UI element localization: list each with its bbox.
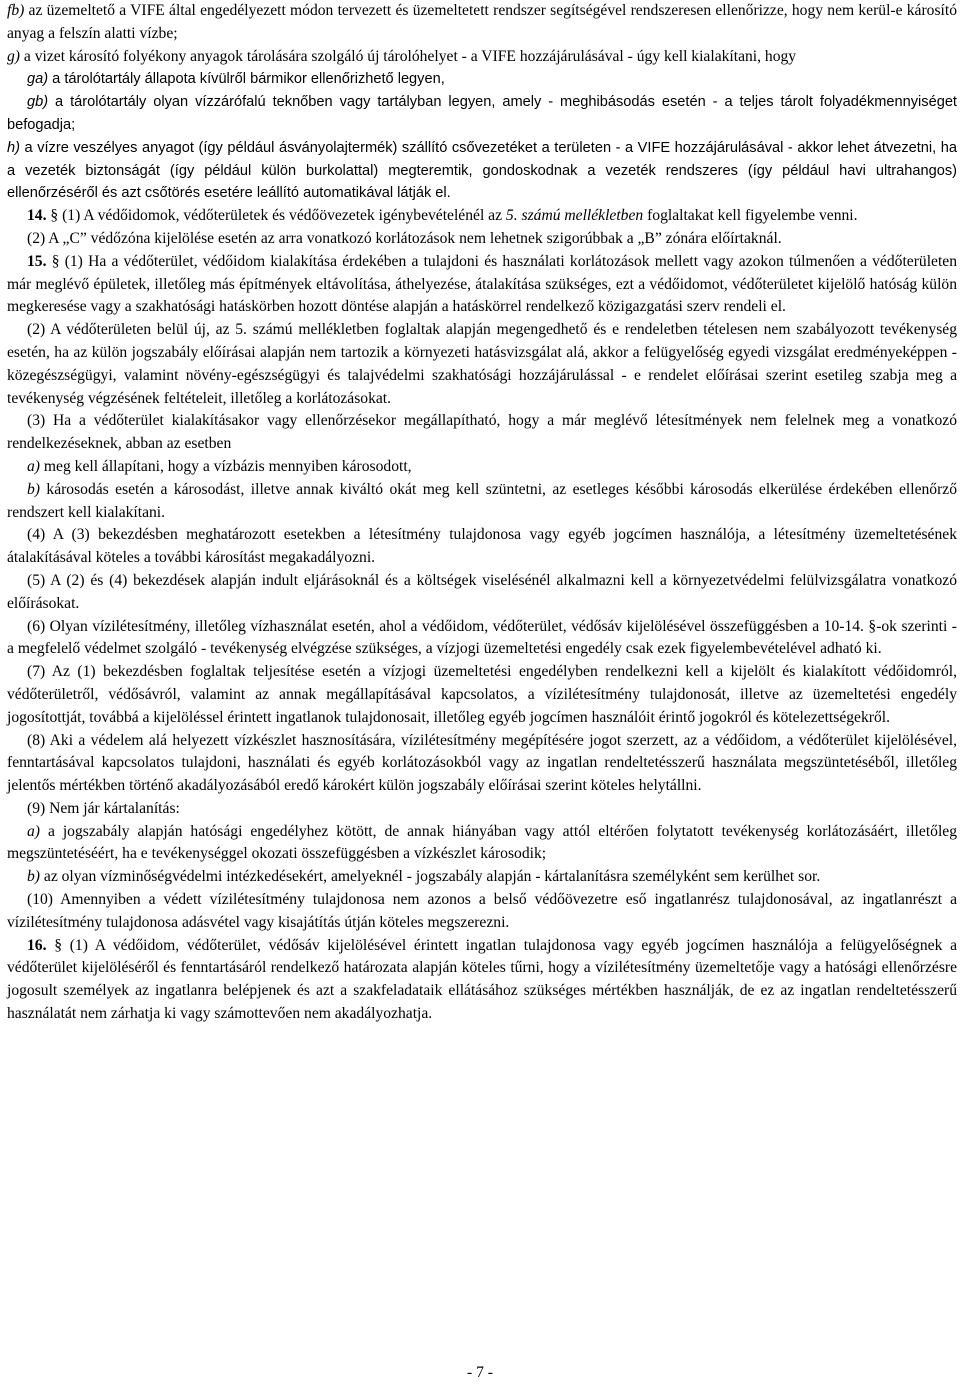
point-label: ga) <box>27 71 49 88</box>
paragraph-text: (1) A védőidomok, védőterületek és védőövezetek igénybevételénél az <box>58 207 506 225</box>
paragraph-text: a tárolótartály olyan vízzárófalú teknőben vagy tartályban legyen, amely - meghibásodás esetén - a teljes tárolt folyadékmennyiséget befogadja; <box>7 94 957 133</box>
point-label: gb) <box>27 94 49 111</box>
paragraph-h <box>7 137 957 205</box>
point-label: fb) <box>7 2 25 19</box>
section-number: 16. <box>27 936 47 954</box>
paragraph-text: (5) A (2) és (4) bekezdések alapján indult eljárásoknál és a költségek viselésénél alkalmazni kell a környezetvédelmi felülvizsgálatra vonatkozó előírásokat. <box>7 571 957 612</box>
point-label: b) <box>27 480 40 498</box>
point-label: a) <box>27 457 40 475</box>
document-page <box>7 0 957 1026</box>
paragraph-text: foglaltakat kell figyelembe venni. <box>643 207 858 225</box>
paragraph-s15-5 <box>7 570 957 616</box>
paragraph-text: az üzemeltető a VIFE által engedélyezett módon tervezett és üzemeltetett rendszer segítségével rendszeresen ellenőrizze, hogy nem kerül-e károsító anyag a felszín alatti vízbe; <box>7 2 957 42</box>
paragraph-s15-9a <box>7 821 957 867</box>
paragraph-s14-2 <box>7 228 957 251</box>
paragraph-text: (4) A (3) bekezdésben meghatározott esetekben a létesítmény tulajdonosa vagy egyéb jogcímen használója, a létesítmény üzemeltetésének átalakításával köteles a további károsítást megakadályozni. <box>7 526 957 567</box>
paragraph-s15-6 <box>7 616 957 662</box>
paragraph-text: a vízre veszélyes anyagot (így például ásványolajtermék) szállító csővezetéket a területen - a VIFE hozzájárulásával - akkor lehet átvezetni, ha a vezeték biztonságát (így például külön burkolattal) megteremtik, gondoskodnak a vezeték rendszeres (így például havi ultrahangos) ellenőrzéséről és azt csőtörés esetére leállító automatikával látják el. <box>7 139 957 202</box>
section-sign-link[interactable]: § <box>50 207 59 225</box>
paragraph-s15-3a <box>7 456 957 479</box>
paragraph-fb <box>7 0 957 46</box>
paragraph-text: károsodás esetén a károsodást, illetve annak kiváltó okát meg kell szüntetni, az esetleges későbbi károsodás elkerülése érdekében ellenőrző rendszert kell kialakítani. <box>7 480 957 521</box>
paragraph-text: (10) Amennyiben a védett vízilétesítmény tulajdonosa nem azonos a belső védőövezetre eső ingatlanrész tulajdonosával, az ingatlanrészt a vízilétesítmény tulajdonosa adásvétel vagy kisajátítás útján köteles megszerezni. <box>7 891 957 931</box>
section-sign-link[interactable]: § <box>51 252 60 270</box>
paragraph-ga <box>7 68 957 91</box>
paragraph-text: a vizet károsító folyékony anyagok tárolására szolgáló új tárolóhelyet - a VIFE hozzájárulásával - úgy kell kialakítani, hogy <box>20 47 797 65</box>
paragraph-s15-9b <box>7 866 957 889</box>
point-label: h) <box>7 139 20 156</box>
paragraph-s15-3 <box>7 410 957 456</box>
paragraph-s15-9 <box>7 798 957 821</box>
paragraph-text: (8) Aki a védelem alá helyezett vízkészlet hasznosítására, vízilétesítmény megépítésére jogot szerzett, az a védőidom, a védőterület kijelölésével, fenntartásával kapcsolatos tulajdoni, használati és egyéb korlátozásokból vagy az ingatlan rendeltetésszerű használata megszüntetéséből, illetőleg jelentős mértékben történő akadályozásából eredő károkért külön jogszabály előírásai szerint köteles helytállni. <box>7 731 957 795</box>
paragraph-text: (9) Nem jár kártalanítás: <box>27 799 180 817</box>
paragraph-text: meg kell állapítani, hogy a vízbázis mennyiben károsodott, <box>40 457 412 475</box>
paragraph-text: a tárolótartály állapota kívülről bármikor ellenőrizhető legyen, <box>48 71 445 88</box>
paragraph-s15-8 <box>7 730 957 798</box>
page-number: - 7 - <box>467 1364 493 1381</box>
paragraph-text: a jogszabály alapján hatósági engedélyhez kötött, de annak hiányában vagy attól eltérően folytatott tevékenység korlátozásáért, illetőleg megszüntetéséért, ha e tevékenységgel okozati összefüggésben a vízkészlet károsodik; <box>7 822 957 863</box>
paragraph-s15-1 <box>7 251 957 319</box>
paragraph-text: (1) Ha a védőterület, védőidom kialakítása érdekében a tulajdoni és használati korlátozások mellett vagy azokon túlmenően a védőterületen már meglévő épületek, illetőleg más építmények eltávolítása, áthelyezése, átalakítása szükséges, ezt a védőidomot, védőterületet kijelölő hatóság külön megkeresése vagy a szakhatósági hatáskörben hozott döntése alapján a hatáskörrel rendelkező közigazgatási szerv rendeli el. <box>7 252 957 316</box>
paragraph-text: (2) A „C” védőzóna kijelölése esetén az arra vonatkozó korlátozások nem lehetnek szigorúbbak a „B” zónára előírtaknál. <box>27 229 782 247</box>
paragraph-s15-3b <box>7 479 957 525</box>
paragraph-text: az olyan vízminőségvédelmi intézkedésekért, amelyeknél - jogszabály alapján - kártalanításra személyként sem kerülhet sor. <box>40 868 821 886</box>
paragraph-s15-7 <box>7 661 957 729</box>
point-label: g) <box>7 47 20 65</box>
section-sign-link[interactable]: § <box>54 936 63 954</box>
paragraph-text: (6) Olyan vízilétesítmény, illetőleg vízhasználat esetén, ahol a védőidom, védőterület, védősáv kijelölésével összefüggésben a 10-14. §-ok szerinti - a megfelelő védelmet szolgáló - tevékenység elvégzése szükséges, a vízjogi üzemeltetési engedély csak ezek figyelembevételével adható ki. <box>7 617 957 658</box>
paragraph-gb <box>7 91 957 137</box>
paragraph-g <box>7 46 957 69</box>
paragraph-text: (7) Az (1) bekezdésben foglaltak teljesítése esetén a vízjogi üzemeltetési engedélyben rendelkezni kell a kijelölt és kialakított védőidomról, védőterületről, védősávról, valamint az annak megállapításával kapcsolatos, a vízilétesítmény tulajdonosát, illetve az üzemeltetési engedély jogosítottját, továbbá a kijelöléssel érintett ingatlanok tulajdonosait, illetőleg egyéb jogcímen használóit érintő jogokról és kötelezettségekről. <box>7 663 957 726</box>
paragraph-s15-4 <box>7 524 957 570</box>
paragraph-s15-10 <box>7 889 957 935</box>
paragraph-text: (1) A védőidom, védőterület, védősáv kijelölésével érintett ingatlan tulajdonosa vagy egyéb jogcímen használója a felügyelőségnek a védőterület kijelöléséről és fenntartásáról rendelkező határozata alapján köteles tűrni, hogy a vízilétesítmény üzemeltetője vagy a hatósági ellenőrzésre jogosult személyek az ingatlanra belépjenek és azt a szakfeladataik ellátásához szükséges mértékben használják, de ez az ingatlan rendeltetésszerű használatát nem zárhatja ki vagy számottevően nem akadályozhatja. <box>7 936 957 1023</box>
section-number: 14. <box>27 207 47 225</box>
point-label: a) <box>27 822 40 840</box>
paragraph-text: (3) Ha a védőterület kialakításakor vagy ellenőrzésekor megállapítható, hogy a már meglévő létesítmények nem felelnek meg a vonatkozó rendelkezéseknek, abban az esetben <box>7 412 957 453</box>
paragraph-s15-2 <box>7 319 957 410</box>
section-number: 15. <box>27 252 47 270</box>
annex-reference: 5. számú mellékletben <box>505 207 644 225</box>
paragraph-s16-1 <box>7 935 957 1026</box>
paragraph-s14-1 <box>7 205 957 228</box>
point-label: b) <box>27 868 40 886</box>
paragraph-text: (2) A védőterületen belül új, az 5. számú mellékletben foglaltak alapján megengedhető és e rendeletben tételesen nem szabályozott tevékenység esetén, ha az külön jogszabály előírásai alapján nem tartozik a környezeti hatásvizsgálat alá, akkor a felügyelőség egyedi vizsgálat eredményeképpen - közegészségügyi, valamint növény-egészségügyi és talajvédelmi szakhatósági hozzájárulással - e rendelet előírásai szerint esetileg szabja meg a tevékenység végzésének feltételeit, illetőleg a korlátozásokat. <box>7 321 957 407</box>
